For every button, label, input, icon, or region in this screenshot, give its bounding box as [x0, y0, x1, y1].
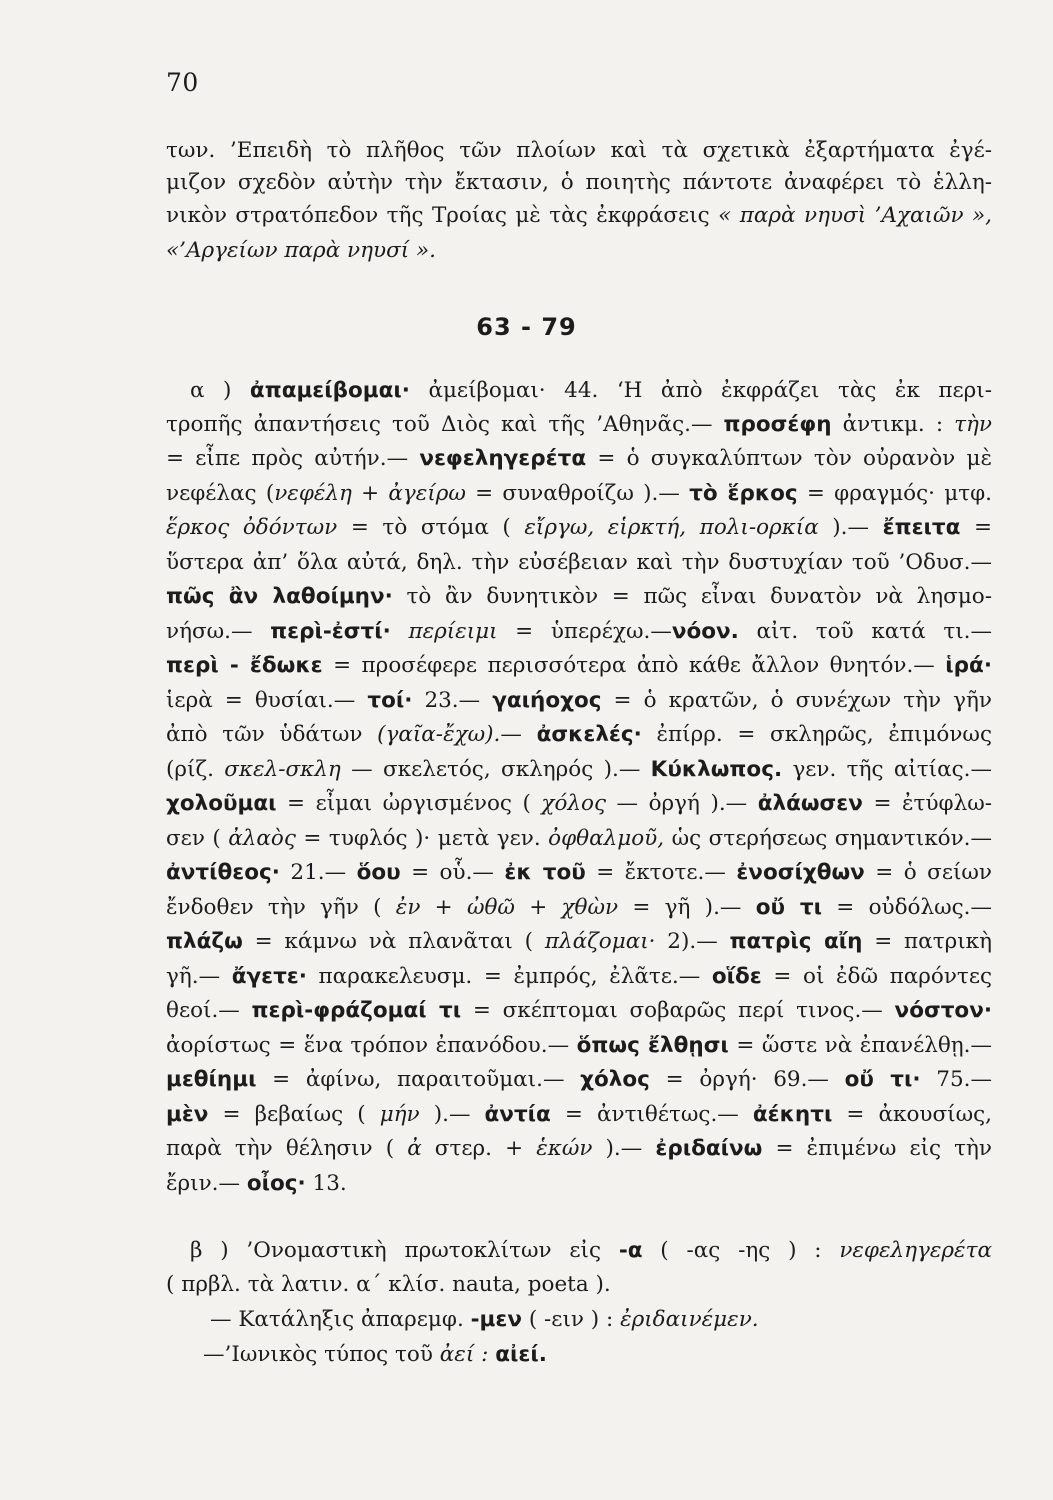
text-segment: στερ. +: [421, 1136, 537, 1161]
text-segment: ἐπίρρ. = σκληρῶς, ἐπιμόνως: [641, 722, 992, 747]
text-segment: ).—: [419, 1102, 485, 1127]
headword: περὶ-φράζομαί τι: [251, 998, 462, 1023]
text-segment: = οἱ ἐδῶ παρόντες: [761, 964, 992, 989]
text-line: [166, 240, 992, 262]
text-line: [166, 1035, 992, 1057]
text-segment: = ἀντιθέτως.—: [550, 1102, 753, 1127]
italic-term: περίειμι: [408, 619, 498, 644]
text-segment: = ὑπερέχω.—: [497, 619, 672, 644]
text-line: [166, 759, 992, 781]
headword: πατρὶς αἴη: [729, 929, 863, 954]
text-segment: θεοί.—: [166, 998, 252, 1023]
text-segment: —’Ιωνικὸς τύπος τοῦ: [203, 1342, 440, 1367]
text-line: [166, 621, 992, 643]
italic-term: πλάζομαι·: [544, 929, 656, 954]
italic-term: ὀφθαλμοῦ,: [548, 826, 665, 851]
italic-term: « παρὰ νηυσὶ ’Αχαιῶν »,: [718, 203, 992, 228]
text-segment: = τυφλός )· μετὰ γεν.: [295, 826, 549, 851]
headword: ἐκ τοῦ: [504, 860, 586, 885]
text-segment: = ἐτύφλω-: [862, 791, 992, 816]
headword: οὔ τι: [755, 895, 823, 920]
text-segment: των. ’Επειδὴ τὸ πλῆθος τῶν πλοίων καὶ τὰ σχετικὰ ἐξαρτήματα ἐγέ-: [166, 138, 992, 163]
headword: ἔπειτα: [882, 515, 961, 540]
text-segment: νικὸν στρατόπεδον τῆς Τροίας μὲ τὰς ἐκφράσεις: [166, 203, 719, 228]
text-line: [166, 517, 992, 539]
text-segment: γῆ.—: [166, 964, 232, 989]
italic-term: «’Αργείων παρὰ νηυσί ».: [166, 238, 436, 263]
text-segment: μιζον σχεδὸν αὐτὴν τὴν ἔκτασιν, ὁ ποιητὴς πάντοτε ἀναφέρει τὸ ἑλλη-: [166, 170, 992, 195]
text-line: [166, 552, 992, 574]
italic-term: ἑκών: [536, 1136, 593, 1161]
text-segment: 13.: [305, 1171, 347, 1196]
text-segment: = οὗ.—: [400, 860, 505, 885]
headword: ἀντία: [484, 1102, 551, 1127]
headword: νόστον·: [894, 998, 993, 1023]
text-segment: 75.—: [920, 1067, 992, 1092]
text-line: [166, 931, 992, 953]
text-segment: 21.—: [279, 860, 357, 885]
text-segment: = ὁ συγκαλύπτων τὸν οὐρανὸν μὲ: [586, 446, 992, 471]
text-line: [166, 448, 992, 470]
headword: ἀπαμείβομαι·: [249, 378, 410, 403]
text-segment: νήσω.—: [166, 619, 271, 644]
text-line: [166, 140, 992, 162]
text-line: [190, 1240, 992, 1262]
italic-term: τὴν: [954, 412, 992, 437]
text-segment: = εἶπε πρὸς αὐτήν.—: [166, 446, 420, 471]
headword: προσέφη: [723, 412, 832, 437]
text-line: [166, 655, 992, 677]
text-segment: β ) ’Ονομαστικὴ πρωτοκλίτων εἰς: [190, 1238, 619, 1263]
text-segment: ἀορίστως = ἕνα τρόπον ἐπανόδου.—: [166, 1033, 577, 1058]
text-line: [166, 1069, 992, 1091]
headword: τὸ ἕρκος: [689, 481, 798, 506]
headword: τοί·: [367, 688, 413, 713]
text-segment: = ὀργή· 69.—: [649, 1067, 845, 1092]
text-segment: = ὥστε νὰ ἐπανέλθῃ.—: [728, 1033, 992, 1058]
text-segment: α ): [190, 378, 250, 403]
text-segment: = βεβαίως (: [208, 1102, 380, 1127]
headword: ἐνοσίχθων: [736, 860, 865, 885]
italic-term: σκελ-σκλη: [224, 757, 341, 782]
text-segment: ἀντικμ. :: [831, 412, 955, 437]
italic-term: ἕρκος ὀδόντων: [166, 515, 338, 540]
text-line: [166, 586, 992, 608]
text-segment: νεφέλας (: [166, 481, 275, 506]
text-line: [166, 172, 992, 194]
text-line: [166, 483, 992, 505]
text-line: [166, 1274, 992, 1296]
headword: ὅπως ἔλθῃσι: [576, 1033, 729, 1058]
text-segment: 2).—: [655, 929, 730, 954]
text-segment: ἀμείβομαι· 44. ‘Η ἀπὸ ἐκφράζει τὰς ἐκ περι-: [409, 378, 992, 403]
text-line: [166, 828, 992, 850]
headword: νεφεληγερέτα: [419, 446, 587, 471]
text-segment: (ρίζ.: [166, 757, 225, 782]
headword: μὲν: [166, 1102, 209, 1127]
headword: Κύκλωπος.: [650, 757, 783, 782]
text-segment: — ὀργή ).—: [606, 791, 758, 816]
headword: αἰεί.: [495, 1342, 547, 1367]
headword: ἀντίθεος·: [166, 860, 280, 885]
text-line: [166, 1000, 992, 1022]
text-segment: —: [500, 722, 537, 747]
headword: ὅου: [356, 860, 401, 885]
text-segment: = οὐδόλως.—: [822, 895, 993, 920]
text-segment: = συναθροίζω ).—: [465, 481, 690, 506]
text-segment: ( -ας -ης ) :: [642, 1238, 840, 1263]
text-segment: ).—: [592, 1136, 656, 1161]
text-line: [166, 205, 992, 227]
italic-term: ἀλαὸς: [228, 826, 296, 851]
text-segment: = ἔκτοτε.—: [585, 860, 737, 885]
text-segment: = σκέπτομαι σοβαρῶς περί τινος.—: [461, 998, 895, 1023]
headword: μεθίημι: [166, 1067, 257, 1092]
text-segment: 23.—: [412, 688, 493, 713]
text-segment: [391, 619, 409, 644]
text-segment: ἔριν.—: [166, 1171, 247, 1196]
text-segment: = φραγμός· μτφ.: [797, 481, 992, 506]
headword: περὶ-ἐστί·: [270, 619, 391, 644]
headword: χολοῦμαι: [166, 791, 277, 816]
headword: οἵδε: [711, 964, 762, 989]
text-line: [166, 1173, 992, 1195]
text-segment: = ὁ κρατῶν, ὁ συνέχων τὴν γῆν: [601, 688, 992, 713]
text-segment: = πατρικὴ: [862, 929, 992, 954]
headword: -μεν: [470, 1307, 522, 1332]
text-segment: — Κατάληξις ἀπαρεμφ.: [210, 1307, 471, 1332]
text-line: [190, 380, 992, 402]
italic-term: εἴργω, εἱρκτή, πολι-ορκία: [524, 515, 819, 540]
headword: νόον.: [671, 619, 739, 644]
text-segment: ὕστερα ἀπ’ ὅλα αὐτά, δηλ. τὴν εὐσέβειαν καὶ τὴν δυστυχίαν τοῦ ’Οδυσ.—: [166, 550, 992, 575]
headword: ἄγετε·: [231, 964, 307, 989]
headword: οἶος·: [246, 1171, 306, 1196]
text-line: [166, 1138, 992, 1160]
text-segment: = γῆ ).—: [618, 895, 756, 920]
text-line: [166, 793, 992, 815]
headword: πῶς ἂν λαθοίμην·: [166, 584, 393, 609]
text-line: [166, 1104, 992, 1126]
headword: ἀλάωσεν: [757, 791, 863, 816]
text-segment: γεν. τῆς αἰτίας.—: [782, 757, 992, 782]
text-segment: = εἶμαι ὠργισμένος (: [276, 791, 542, 816]
text-segment: ἔνδοθεν τὴν γῆν (: [166, 895, 396, 920]
headword: γαιήοχος: [492, 688, 602, 713]
headword: περὶ - ἔδωκε: [166, 653, 323, 678]
italic-term: ἐριδαινέμεν.: [620, 1307, 759, 1332]
text-segment: τὸ ἂν δυνητικὸν = πῶς εἶναι δυνατὸν νὰ λησμο-: [392, 584, 993, 609]
text-line: [166, 724, 992, 746]
italic-term: νεφέλη + ἀγείρω: [274, 481, 466, 506]
text-segment: ἱερὰ = θυσίαι.—: [166, 688, 368, 713]
headword: ἀέκητι: [752, 1102, 833, 1127]
italic-term: (γαῖα-ἔχω).: [377, 722, 501, 747]
text-line: [166, 414, 992, 436]
section-heading: 63 - 79: [476, 313, 577, 341]
text-segment: τροπῆς ἀπαντήσεις τοῦ Διὸς καὶ τῆς ’Αθηνᾶς.—: [166, 412, 724, 437]
italic-term: χόλος: [541, 791, 607, 816]
page-number: 70: [166, 68, 199, 97]
headword: οὔ τι·: [844, 1067, 921, 1092]
headword: χόλος: [580, 1067, 650, 1092]
headword: -α: [618, 1238, 643, 1263]
text-segment: ( πρβλ. τὰ λατιν. α΄ κλίσ. nauta, poeta ).: [166, 1272, 611, 1297]
italic-term: νεφεληγερέτα: [839, 1238, 992, 1263]
italic-term: ἀεί :: [439, 1342, 489, 1367]
text-segment: = τὸ στόμα (: [337, 515, 525, 540]
headword: πλάζω: [166, 929, 243, 954]
italic-term: ἀ: [407, 1136, 422, 1161]
italic-term: ἐν + ὠθῶ + χθὼν: [395, 895, 619, 920]
text-line: [166, 966, 992, 988]
text-segment: = ἀφίνω, παραιτοῦμαι.—: [256, 1067, 581, 1092]
text-segment: αἰτ. τοῦ κατά τι.—: [738, 619, 992, 644]
text-line: [166, 862, 992, 884]
text-segment: = προσέφερε περισσότερα ἀπὸ κάθε ἄλλον θνητόν.—: [322, 653, 946, 678]
text-line: [166, 690, 992, 712]
text-line: [166, 897, 992, 919]
text-line: [210, 1309, 992, 1331]
text-segment: ).—: [818, 515, 883, 540]
text-segment: = ἀκουσίως,: [832, 1102, 992, 1127]
text-segment: ἀπὸ τῶν ὑδάτων: [166, 722, 378, 747]
text-line: [203, 1344, 992, 1366]
text-segment: ( -ειν ) :: [521, 1307, 621, 1332]
text-segment: = ὁ σείων: [864, 860, 992, 885]
text-segment: παρὰ τὴν θέλησιν (: [166, 1136, 408, 1161]
text-segment: =: [960, 515, 993, 540]
italic-term: μήν: [379, 1102, 420, 1127]
headword: ἐριδαίνω: [655, 1136, 763, 1161]
headword: ἱρά·: [945, 653, 992, 678]
headword: ἀσκελές·: [536, 722, 642, 747]
text-segment: = ἐπιμένω εἰς τὴν: [762, 1136, 993, 1161]
text-segment: = κάμνω νὰ πλανᾶται (: [242, 929, 545, 954]
text-segment: παρακελευσμ. = ἐμπρός, ἐλᾶτε.—: [306, 964, 712, 989]
text-segment: ὡς στερήσεως σημαντικόν.—: [664, 826, 992, 851]
text-segment: — σκελετός, σκληρός ).—: [340, 757, 651, 782]
text-segment: σεν (: [166, 826, 229, 851]
